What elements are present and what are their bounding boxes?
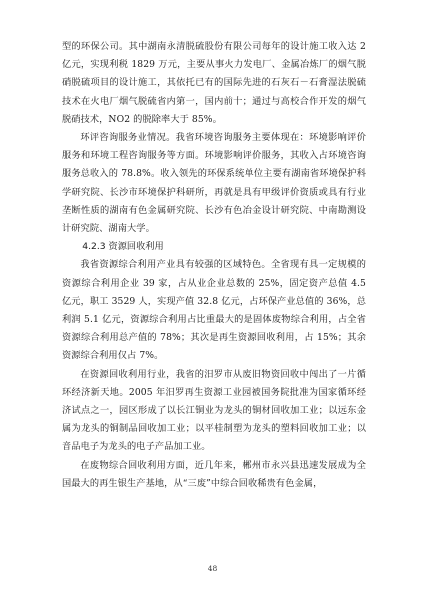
page-number: 48 xyxy=(207,564,218,573)
paragraph-env-consulting: 环评咨询服务业情况。我省环境咨询服务主要体现在：环境影响评价服务和环境工程咨询服务等方面。环境影响评价服务，其收入占环境咨询服务总收入的 78.8%。收入领先的环保系统单位主要有湖南省环境保护科学研究院、长沙市环境保护科研所，再就是具有甲级评价资质或具有行业垄断性质的湖南有色金属研究院、长沙有色冶金设计研究院、中南勘测设计研究院、湖南大学。 xyxy=(62,132,366,235)
paragraph-chenzhou-recycling: 在废物综合回收利用方面，近几年来，郴州市永兴县迅速发展成为全国最大的再生银生产基地，从“三废”中综合回收稀贵有色金属， xyxy=(62,459,366,489)
paragraph-miluo-recycling: 在资源回收利用行业，我省的汨罗市从废旧物资回收中闯出了一片循环经济新天地。2005 年汨罗再生资源工业园被国务院批准为国家循环经济试点之一，园区形成了以长江铜业为龙头的铜材回收加工业；以远东金属为龙头的铜制品回收加工业；以平桂制塑为龙头的塑料回收加工业；以音品电子为龙头的电子产品加工业。 xyxy=(62,368,366,453)
paragraph-resource-utilization: 我省资源综合利用产业具有较强的区域特色。全省现有具一定规模的资源综合利用企业 39 家，占从业企业总数的 25%，固定资产总值 4.5 亿元，职工 3529 人，实现产值 32.8 亿元，占环保产业总值的 36%，总利润 5.1 亿元，资源综合利用占比重最大的是固体废物综合利用，占全省资源综合利用总产值的 78%；其次是再生资源回收利用，占 15%；其余资源综合利用仅占 7%。 xyxy=(62,259,366,362)
document-page xyxy=(62,38,366,493)
paragraph-company-info: 型的环保公司。其中湖南永清脱硫股份有限公司每年的设计施工收入达 2 亿元，实现利税 1829 万元，主要从事火力发电厂、金属冶炼厂的烟气脱硝脱硫项目的设计施工，其依托已有的国际先进的石灰石－石膏湿法脱硫技术在火电厂烟气脱硫省内第一，国内前十；通过与高校合作开发的烟气脱硝技术，NO2 的脱除率大于 85%。 xyxy=(62,41,366,125)
section-heading: 4.2.3 资源回收利用 xyxy=(82,241,164,253)
